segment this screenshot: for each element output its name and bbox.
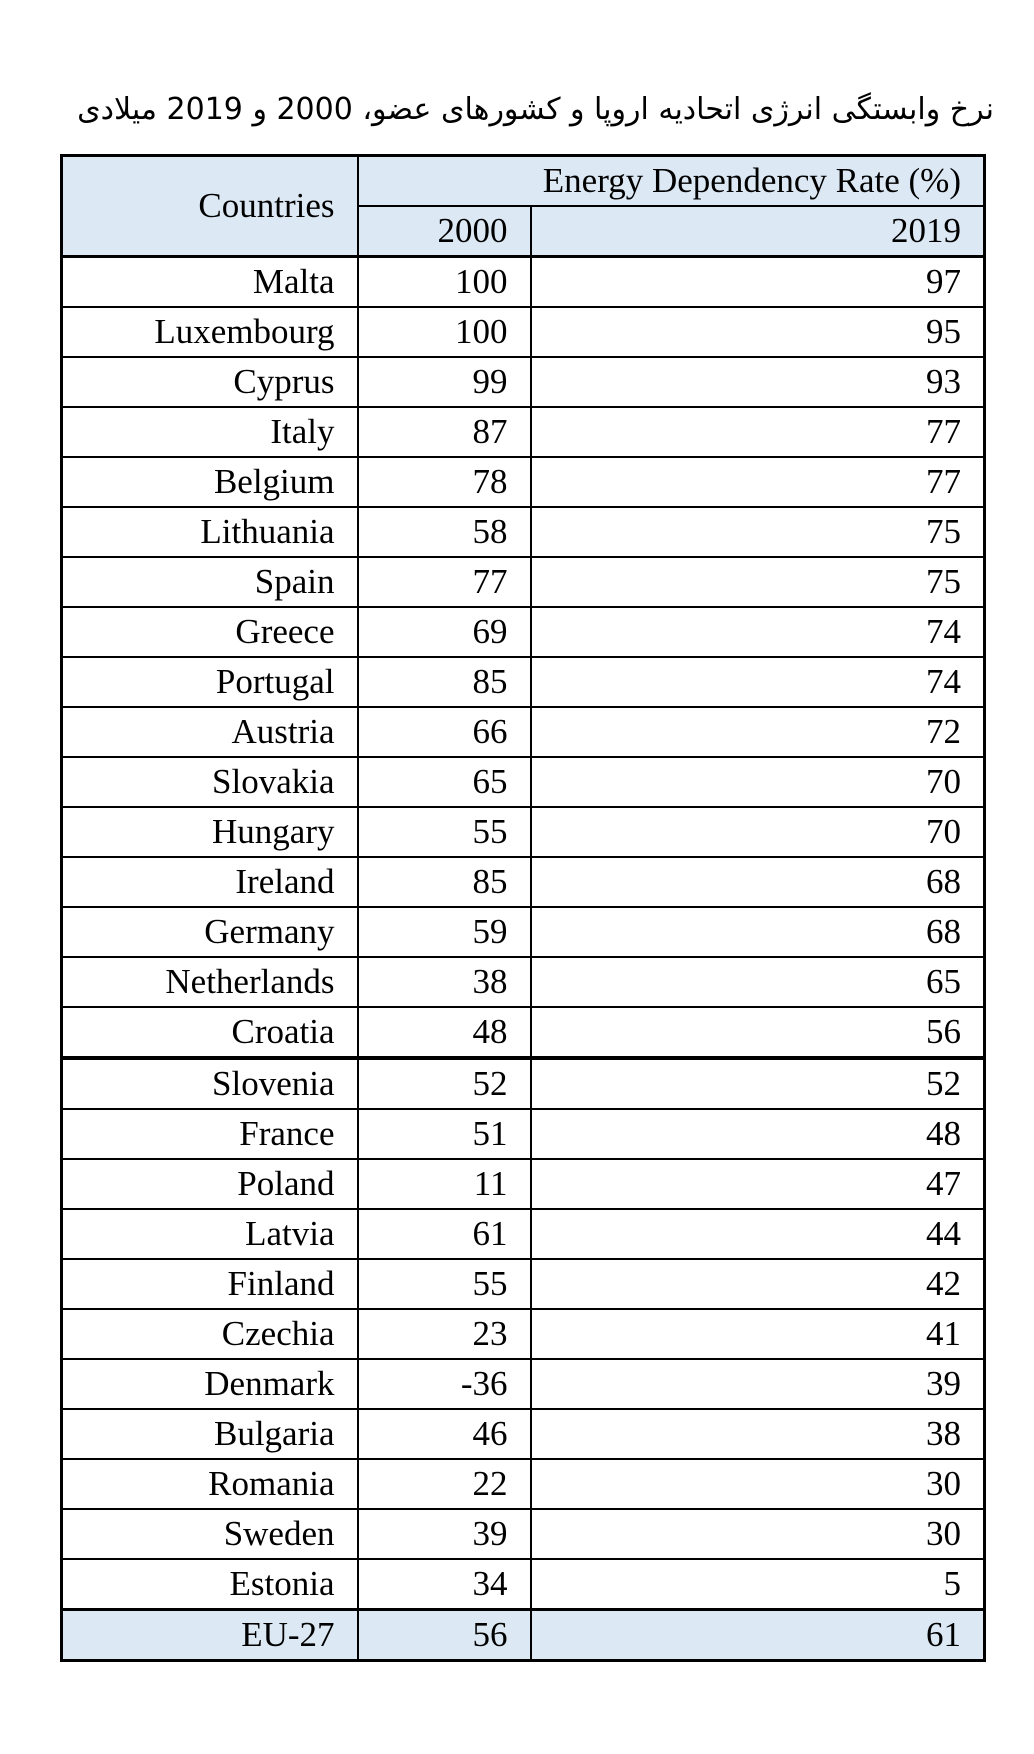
value-2000-cell: 78 bbox=[358, 457, 531, 507]
country-cell: Denmark bbox=[62, 1359, 358, 1409]
value-2000-cell: 100 bbox=[358, 307, 531, 357]
value-2000-cell: 59 bbox=[358, 907, 531, 957]
value-2000-cell: 65 bbox=[358, 757, 531, 807]
table-row bbox=[62, 657, 985, 707]
value-2000-cell: 34 bbox=[358, 1559, 531, 1610]
value-2019-cell: 97 bbox=[531, 257, 985, 308]
value-2000-cell: 85 bbox=[358, 657, 531, 707]
value-2000-cell: 46 bbox=[358, 1409, 531, 1459]
table-row bbox=[62, 1459, 985, 1509]
table-row bbox=[62, 857, 985, 907]
table-row bbox=[62, 1058, 985, 1109]
value-2019-cell: 39 bbox=[531, 1359, 985, 1409]
energy-dependency-table bbox=[60, 154, 986, 1662]
table-body bbox=[62, 257, 985, 1610]
table-row bbox=[62, 257, 985, 308]
table-row bbox=[62, 1159, 985, 1209]
table-row bbox=[62, 607, 985, 657]
country-cell: Bulgaria bbox=[62, 1409, 358, 1459]
value-2000-cell: 38 bbox=[358, 957, 531, 1007]
country-cell: Austria bbox=[62, 707, 358, 757]
value-2000-cell: 69 bbox=[358, 607, 531, 657]
value-2000-cell: 52 bbox=[358, 1058, 531, 1109]
value-2019-cell: 70 bbox=[531, 807, 985, 857]
value-2019-cell: 30 bbox=[531, 1509, 985, 1559]
table-row bbox=[62, 757, 985, 807]
value-2019-cell: 30 bbox=[531, 1459, 985, 1509]
value-2019-cell: 77 bbox=[531, 457, 985, 507]
table-row bbox=[62, 357, 985, 407]
value-2000-cell: 61 bbox=[358, 1209, 531, 1259]
country-cell: Malta bbox=[62, 257, 358, 308]
table-row bbox=[62, 457, 985, 507]
table-row bbox=[62, 1309, 985, 1359]
table-row bbox=[62, 1259, 985, 1309]
value-2000-cell: 55 bbox=[358, 1259, 531, 1309]
country-cell: Sweden bbox=[62, 1509, 358, 1559]
value-2019-cell: 74 bbox=[531, 607, 985, 657]
table-row bbox=[62, 807, 985, 857]
value-2019-cell: 93 bbox=[531, 357, 985, 407]
table-row bbox=[62, 1007, 985, 1058]
total-2000-cell: 56 bbox=[358, 1610, 531, 1661]
value-2019-cell: 42 bbox=[531, 1259, 985, 1309]
value-2000-cell: 66 bbox=[358, 707, 531, 757]
value-2019-cell: 72 bbox=[531, 707, 985, 757]
header-energy-dependency-rate: Energy Dependency Rate (%) bbox=[358, 156, 985, 207]
value-2000-cell: 99 bbox=[358, 357, 531, 407]
value-2019-cell: 48 bbox=[531, 1109, 985, 1159]
value-2000-cell: 23 bbox=[358, 1309, 531, 1359]
value-2019-cell: 41 bbox=[531, 1309, 985, 1359]
value-2000-cell: 51 bbox=[358, 1109, 531, 1159]
table-row bbox=[62, 1209, 985, 1259]
value-2019-cell: 47 bbox=[531, 1159, 985, 1209]
total-row bbox=[62, 1610, 985, 1661]
value-2019-cell: 38 bbox=[531, 1409, 985, 1459]
value-2000-cell: 77 bbox=[358, 557, 531, 607]
country-cell: Luxembourg bbox=[62, 307, 358, 357]
header-countries: Countries bbox=[62, 156, 358, 257]
table-row bbox=[62, 407, 985, 457]
country-cell: Belgium bbox=[62, 457, 358, 507]
value-2019-cell: 68 bbox=[531, 907, 985, 957]
value-2000-cell: 85 bbox=[358, 857, 531, 907]
table-row bbox=[62, 557, 985, 607]
value-2000-cell: 22 bbox=[358, 1459, 531, 1509]
table-row bbox=[62, 1359, 985, 1409]
table-row bbox=[62, 707, 985, 757]
country-cell: Romania bbox=[62, 1459, 358, 1509]
country-cell: Spain bbox=[62, 557, 358, 607]
country-cell: France bbox=[62, 1109, 358, 1159]
value-2019-cell: 65 bbox=[531, 957, 985, 1007]
country-cell: Portugal bbox=[62, 657, 358, 707]
value-2000-cell: 58 bbox=[358, 507, 531, 557]
value-2019-cell: 68 bbox=[531, 857, 985, 907]
value-2000-cell: 55 bbox=[358, 807, 531, 857]
total-country-cell: EU-27 bbox=[62, 1610, 358, 1661]
country-cell: Estonia bbox=[62, 1559, 358, 1610]
country-cell: Slovenia bbox=[62, 1058, 358, 1109]
table-row bbox=[62, 1109, 985, 1159]
table-row bbox=[62, 507, 985, 557]
value-2019-cell: 75 bbox=[531, 557, 985, 607]
value-2019-cell: 95 bbox=[531, 307, 985, 357]
value-2019-cell: 56 bbox=[531, 1007, 985, 1058]
country-cell: Germany bbox=[62, 907, 358, 957]
table-row bbox=[62, 957, 985, 1007]
country-cell: Cyprus bbox=[62, 357, 358, 407]
value-2019-cell: 70 bbox=[531, 757, 985, 807]
value-2019-cell: 52 bbox=[531, 1058, 985, 1109]
value-2019-cell: 74 bbox=[531, 657, 985, 707]
value-2000-cell: 11 bbox=[358, 1159, 531, 1209]
country-cell: Hungary bbox=[62, 807, 358, 857]
header-year-2000: 2000 bbox=[358, 206, 531, 257]
total-2019-cell: 61 bbox=[531, 1610, 985, 1661]
country-cell: Lithuania bbox=[62, 507, 358, 557]
country-cell: Ireland bbox=[62, 857, 358, 907]
value-2000-cell: 48 bbox=[358, 1007, 531, 1058]
table-header bbox=[62, 156, 985, 257]
table-row bbox=[62, 1509, 985, 1559]
value-2019-cell: 75 bbox=[531, 507, 985, 557]
value-2019-cell: 5 bbox=[531, 1559, 985, 1610]
table-row bbox=[62, 907, 985, 957]
country-cell: Czechia bbox=[62, 1309, 358, 1359]
value-2000-cell: 100 bbox=[358, 257, 531, 308]
value-2019-cell: 77 bbox=[531, 407, 985, 457]
country-cell: Finland bbox=[62, 1259, 358, 1309]
country-cell: Netherlands bbox=[62, 957, 358, 1007]
country-cell: Slovakia bbox=[62, 757, 358, 807]
country-cell: Italy bbox=[62, 407, 358, 457]
header-year-2019: 2019 bbox=[531, 206, 985, 257]
value-2019-cell: 44 bbox=[531, 1209, 985, 1259]
value-2000-cell: -36 bbox=[358, 1359, 531, 1409]
table-row bbox=[62, 1559, 985, 1610]
table-row bbox=[62, 307, 985, 357]
value-2000-cell: 87 bbox=[358, 407, 531, 457]
country-cell: Latvia bbox=[62, 1209, 358, 1259]
country-cell: Poland bbox=[62, 1159, 358, 1209]
value-2000-cell: 39 bbox=[358, 1509, 531, 1559]
table-title: نرخ وابستگی انرژی اتحادیه اروپا و کشورهای عضو، 2000 و 2019 میلادی bbox=[77, 92, 994, 127]
country-cell: Greece bbox=[62, 607, 358, 657]
table-row bbox=[62, 1409, 985, 1459]
country-cell: Croatia bbox=[62, 1007, 358, 1058]
